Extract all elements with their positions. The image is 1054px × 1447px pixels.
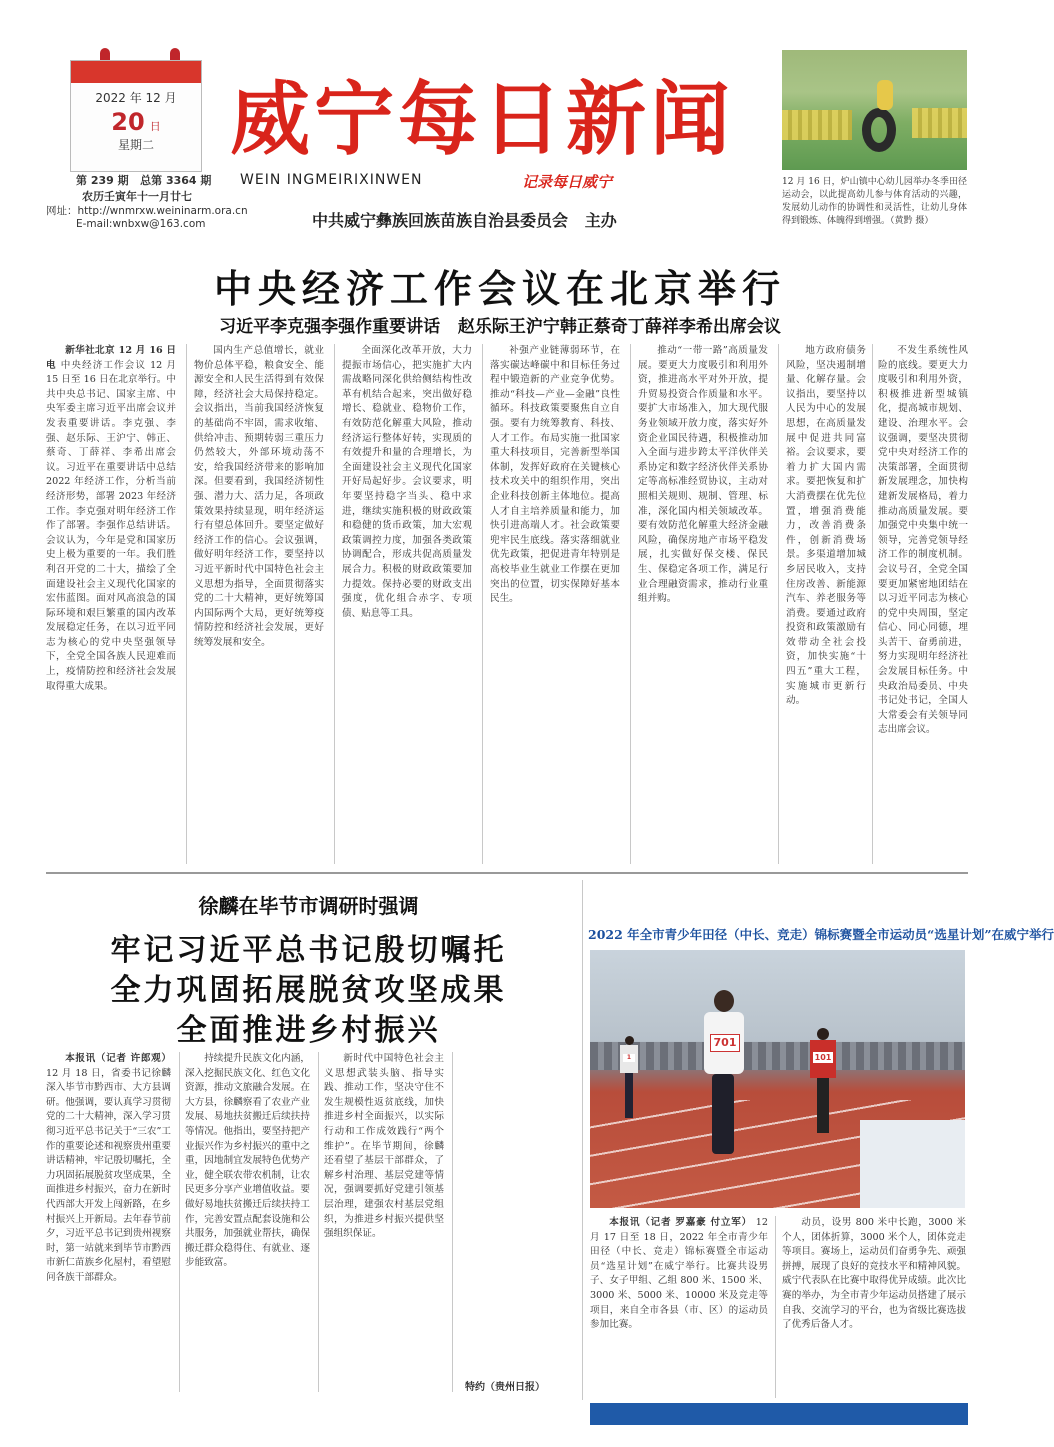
- runner-third-legs: [625, 1073, 633, 1118]
- second-headline-line-3: 全面推进乡村振兴: [176, 1013, 441, 1048]
- calendar-weekday: 星期二: [117, 138, 154, 152]
- runner-third-torso: [620, 1045, 638, 1073]
- lead-headline: 中央经济工作会议在北京举行: [213, 267, 786, 311]
- lead-column-7-text: 不发生系统性风险的底线。要更大力度吸引和利用外资，积极推进新型城镇化，提高城市规划、建设、治理水平。会议强调，要坚决贯彻党中央对经济工作的决策部署，全面贯彻新发展理念，加快构建新发展格局，着力推动高质量发展。要加强党中央集中统一领导，完善党领导经济工作的制度机制。会议号召，全党全国要更加紧密地团结在以习近平同志为核心的党中央周围，坚定信心、同心同德，埋头苦干、奋勇前进，努力实现明年经济社会发展目标任务。中央政治局委员、中央书记处书记，全国人大常委会有关领导同志出席会议。: [878, 345, 968, 736]
- runner-legs: [712, 1074, 734, 1154]
- lead-subhead: 习近平李克强李强作重要讲话 赵乐际王沪宁韩正蔡奇丁薛祥李希出席会议: [219, 317, 781, 337]
- runner-second-bib: 101: [814, 1053, 832, 1062]
- photo-snow: [860, 1120, 965, 1208]
- photo-crowd-right: [912, 108, 967, 138]
- column-rule: [872, 344, 873, 864]
- email: E-mail:wnbxw@163.com: [76, 218, 206, 230]
- calendar-day-suffix: 日: [149, 120, 161, 133]
- column-rule: [179, 1052, 180, 1392]
- runner-main: [700, 990, 748, 1190]
- runner-second: [810, 1028, 836, 1138]
- calendar-header-bar: [71, 61, 201, 83]
- column-rule: [318, 1052, 319, 1392]
- second-column-3: [324, 1052, 444, 1372]
- vertical-divider: [582, 880, 583, 1400]
- calendar-day-row: [71, 108, 201, 136]
- lunar-date: 农历壬寅年十一月廿七: [82, 190, 192, 203]
- sports-column-2-text: 动员，设男 800 米中长跑，3000 米个人，团体折算，3000 米个人，团体竞走等项目。赛场上，运动员们奋勇争先、顽强拼搏，展现了良好的竞技水平和精神风貌。威宁代表队在比赛中取得优异成绩。此次比赛的举办，为全市青少年运动员搭建了展示自我、交流学习的平台，也为省级比赛选拔了优秀后备人才。: [782, 1217, 966, 1331]
- lead-column-3-text: 全面深化改革开放，大力提振市场信心，把实施扩大内需战略同深化供给侧结构性改革有机结合起来，突出做好稳增长、稳就业、稳物价工作，有效防范化解重大风险，推动经济运行整体好转，实现质的有效提升和量的合理增长，为全面建设社会主义现代化国家开好局起好步。会议要求，明年要坚持稳字当头、稳中求进，继续实施积极的财政政策和稳健的货币政策，加大宏观政策调控力度，加强各类政策协调配合，形成共促高质量发展合力。积极的财政政策要加力提效。保持必要的财政支出强度，优化组合赤字、专项债、贴息等工具。: [342, 345, 472, 619]
- lead-column-1: [46, 344, 176, 864]
- photo-tire: [862, 108, 896, 152]
- lead-column-5: [638, 344, 768, 864]
- lead-column-2: [194, 344, 324, 864]
- photo-stands: [590, 1042, 965, 1070]
- lead-column-1-text: 中央经济工作会议 12 月 15 日至 16 日在北京举行。中共中央总书记、国家主席、中央军委主席习近平出席会议并发表重要讲话。李克强、李强、赵乐际、王沪宁、韩正、蔡奇、丁薛祥、李希出席会议。习近平在重要讲话中总结 2022 年经济工作，分析当前经济形势，部署 2023 年经济工作。李克强对明年经济工作作了部署。李强作总结讲话。会议认为，今年是党和国家历史上极为重要的一年。我们胜利召开党的二十大，描绘了全面建设社会主义现代化国家的宏伟蓝图。面对风高浪急的国际环境和艰巨繁重的国内改革发展稳定任务，在以习近平同志为核心的党中央坚强领导下，全党全国各族人民迎难而上，疫情防控和经济社会发展取得重大成果。: [46, 359, 176, 692]
- runner-bib: 701: [710, 1034, 740, 1052]
- lead-column-3: [342, 344, 472, 864]
- column-rule: [334, 344, 335, 864]
- column-rule: [778, 344, 779, 864]
- second-column-3-text: 新时代中国特色社会主义思想武装头脑、指导实践、推动工作，坚决守住不发生规模性返贫底线，加快推进乡村全面振兴，以实际行动和工作成效践行“两个维护”。在毕节期间，徐麟还看望了基层干部群众，了解乡村治理、基层党建等情况，强调要抓好党建引领基层治理，建强农村基层党组织，为推进乡村振兴提供坚强组织保证。: [324, 1053, 444, 1240]
- photo-crowd: [782, 110, 852, 140]
- column-rule: [482, 344, 483, 864]
- top-photo-caption: 12 月 16 日，炉山镇中心幼儿园举办冬季田径运动会，以此提高幼儿参与体育活动的兴趣，发展幼儿动作的协调性和灵活性，让幼儿身体得到锻炼、体魄得到增强。（黄黔 摄）: [782, 177, 967, 226]
- sports-column-1: [590, 1216, 768, 1398]
- top-photo: [782, 50, 967, 170]
- sports-column-2: [782, 1216, 966, 1398]
- sports-headline: 2022 年全市青少年田径（中长、竞走）锦标赛暨全市运动员“选星计划”在威宁举行: [588, 927, 1054, 942]
- lead-column-5-text: 推动“一带一路”高质量发展。要更大力度吸引和利用外资，推进高水平对外开放，提升贸易投资合作质量和水平。要扩大市场准入，加大现代服务业领域开放力度，落实好外资企业国民待遇，积极推动加入全面与进步跨太平洋伙伴关系协定和数字经济伙伴关系协定等高标准经贸协议，主动对照相关规则、规制、管理、标准，深化国内相关领域改革。要有效防范化解重大经济金融风险，确保房地产市场平稳发展，扎实做好保交楼、保民生、保稳定各项工作，满足行业合理融资需求，推动行业重组并购。: [638, 345, 768, 605]
- website: 网址：http://wnmrxw.weininarm.ora.cn: [46, 205, 248, 217]
- sports-dateline: 本报讯（记者 罗嘉豪 付立军）: [609, 1217, 752, 1228]
- sports-column-1-text: 12 月 17 日至 18 日，2022 年全市青少年田径（中长、竞走）锦标赛暨全市运动员“选星计划”在威宁举行。比赛共设男子、女子甲组、乙组 800 米、1500 米、3000 米、5000 米、10000 米及竞走等项目，来自全市各县（市、区）的运动员参加比赛。: [590, 1217, 768, 1331]
- masthead-sponsor: 中共威宁彝族回族苗族自治县委员会 主办: [312, 211, 617, 230]
- second-column-4: [458, 1052, 576, 1372]
- runner-second-legs: [817, 1078, 829, 1133]
- lead-column-4-text: 补强产业链薄弱环节，在落实碳达峰碳中和目标任务过程中锻造新的产业竞争优势。推动“科技—产业—金融”良性循环。科技政策要聚焦自立自强。要有力统筹教育、科技、人才工作。布局实施一批国家重大科技项目，完善新型举国体制，发挥好政府在关键核心技术攻关中的组织作用，突出企业科技创新主体地位。提高人才自主培养质量和能力，加快引进高端人才。社会政策要兜牢民生底线。落实落细就业优先政策，把促进青年特别是高校毕业生就业工作摆在更加突出的位置，切实保障好基本民生。: [490, 345, 620, 605]
- masthead-slogan: 记录每日威宁: [522, 173, 613, 191]
- sports-photo: [590, 950, 965, 1208]
- second-dateline: 本报讯（记者 许郎观）: [65, 1053, 171, 1064]
- second-column-1: [46, 1052, 171, 1392]
- second-column-1-text: 12 月 18 日，省委书记徐麟深入毕节市黔西市、大方县调研。他强调，要认真学习贯彻党的二十大精神，深入学习贯彻习近平总书记关于“三农”工作的重要论述和视察贵州重要讲话精神，牢记殷切嘱托，全力巩固拓展脱贫攻坚成果，全面推进乡村振兴，奋力在新时代西部大开发上闯新路，在乡村振兴上开新局。去年春节前夕，习近平总书记到贵州视察时，第一站就来到毕节市黔西市新仁苗族乡化屋村，看望慰问各族干部群众。: [46, 1067, 171, 1283]
- issue-number: 第 239 期 总第 3364 期: [76, 174, 212, 187]
- runner-third-bib: 1: [623, 1054, 635, 1062]
- lead-column-4: [490, 344, 620, 864]
- second-column-2: [185, 1052, 310, 1392]
- masthead-pinyin: WEIN INGMEIRIXINWEN: [240, 172, 423, 188]
- runner-head: [714, 990, 734, 1012]
- runner-third-head: [625, 1036, 634, 1045]
- lead-column-6: [786, 344, 866, 864]
- column-rule: [775, 1216, 776, 1398]
- lead-column-2-text: 国内生产总值增长，就业物价总体平稳，粮食安全、能源安全和人民生活得到有效保障，经济社会大局保持稳定。会议指出，当前我国经济恢复的基础尚不牢固，需求收缩、供给冲击、预期转弱三重压力仍然较大，外部环境动荡不安，给我国经济带来的影响加深。但要看到，我国经济韧性强、潜力大、活力足，各项政策效果持续显现，明年经济运行有望总体回升。要坚定做好经济工作的信心。会议强调，做好明年经济工作，要坚持以习近平新时代中国特色社会主义思想为指导，全面贯彻落实党的二十大精神，更好统筹国内国际两个大局，更好统筹疫情防控和经济社会发展，更好统筹发展和安全。: [194, 345, 324, 648]
- footer-credits-bar: [590, 1403, 968, 1442]
- photo-child: [877, 80, 893, 110]
- lead-column-6-text: 地方政府债务风险，坚决遏制增量、化解存量。会议指出，要坚持以人民为中心的发展思想，在高质量发展中促进共同富裕。会议要求，要着力扩大国内需求。要把恢复和扩大消费摆在优先位置，增强消费能力，改善消费条件，创新消费场景。多渠道增加城乡居民收入，支持住房改善、新能源汽车、养老服务等消费。要通过政府投资和政策激励有效带动全社会投资，加快实施“十四五”重大工程，实施城市更新行动。: [786, 345, 866, 707]
- column-rule: [630, 344, 631, 864]
- calendar-box: [70, 60, 202, 172]
- second-source: 特约（贵州日报）: [465, 1382, 545, 1393]
- column-rule: [186, 344, 187, 864]
- calendar-year-month: 2022 年 12 月: [95, 91, 177, 105]
- lead-dateline: 新华社北京 12 月 16 日电: [46, 345, 176, 371]
- runner-second-head: [817, 1028, 829, 1040]
- footer-credits: 总编辑：叶启伟 值班主任：何 欢 责任编辑：李玉荣: [649, 1429, 916, 1442]
- calendar-day: 20: [111, 108, 145, 136]
- second-headline-line-1: 牢记习近平总书记殷切嘱托: [110, 933, 507, 968]
- masthead-title: 威宁每日新闻: [230, 73, 734, 166]
- runner-torso: [704, 1012, 744, 1074]
- runner-second-torso: [810, 1040, 836, 1078]
- runner-third: [620, 1036, 638, 1126]
- lead-column-7: [878, 344, 968, 864]
- section-divider: [46, 872, 968, 874]
- second-headline-line-2: 全力巩固拓展脱贫攻坚成果: [110, 973, 507, 1008]
- second-kicker: 徐麟在毕节市调研时强调: [198, 894, 419, 918]
- second-column-2-text: 持续提升民族文化内涵，深入挖掘民族文化、红色文化资源，推动文旅融合发展。在大方县，徐麟察看了农业产业发展、易地扶贫搬迁后续扶持等情况。他指出，要坚持把产业振兴作为乡村振兴的重中之重，因地制宜发展特色优势产业，健全联农带农机制，让农民更多分享产业增值收益。要做好易地扶贫搬迁后续扶持工作，完善安置点配套设施和公共服务，加强就业帮扶，确保搬迁群众稳得住、有就业、逐步能致富。: [185, 1053, 310, 1269]
- column-rule: [452, 1052, 453, 1392]
